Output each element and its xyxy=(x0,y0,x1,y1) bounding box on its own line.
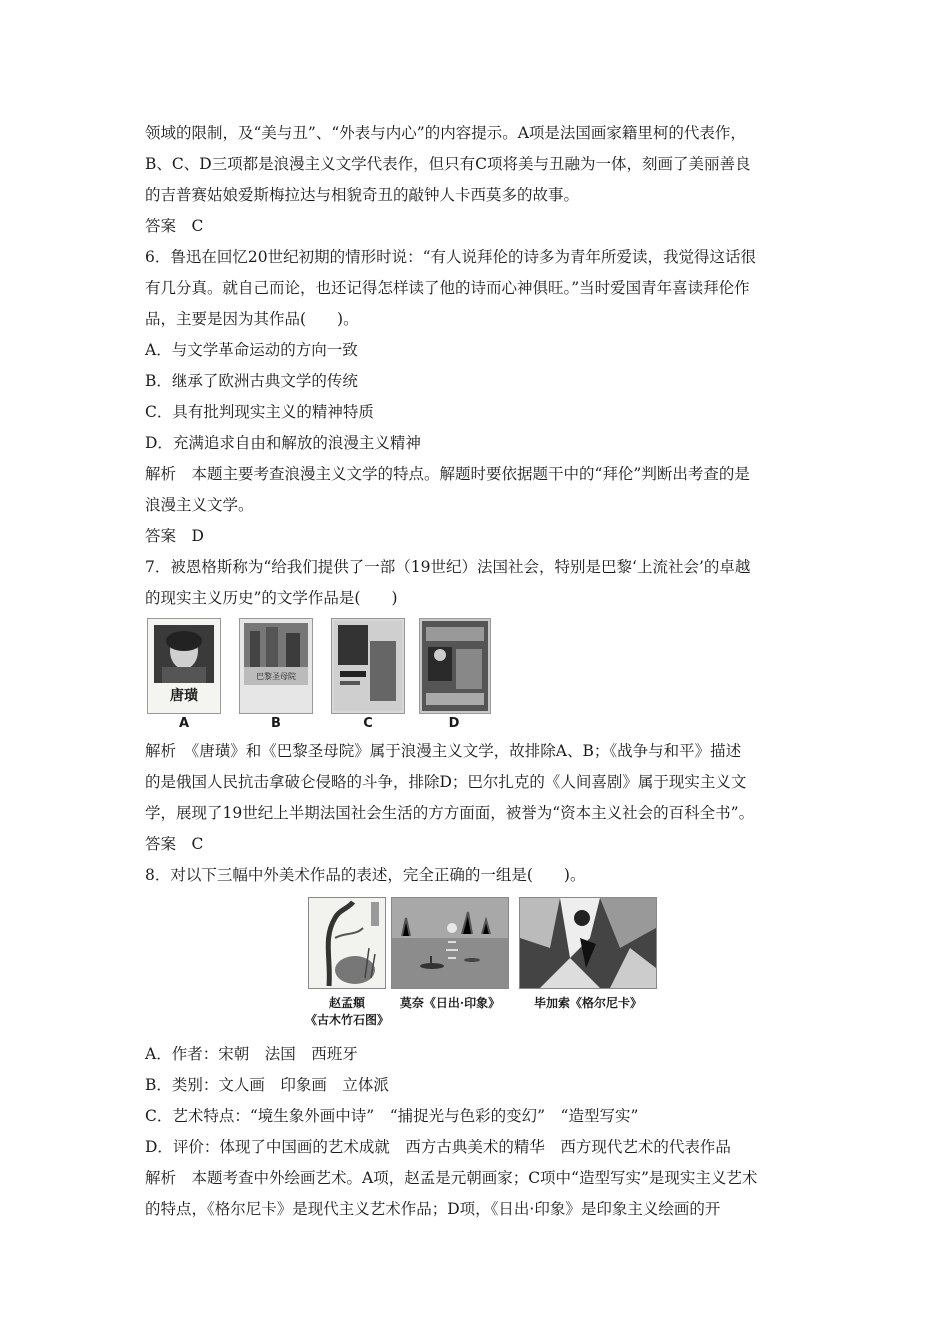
artwork-guernica xyxy=(519,897,657,989)
document-body xyxy=(145,118,810,1225)
option-c: C．艺术特点：“境生象外画中诗” “捕捉光与色彩的变幻” “造型写实” xyxy=(145,1107,639,1125)
image-label-b: B xyxy=(271,716,281,731)
text-block-top xyxy=(145,118,810,614)
ink-painting-image xyxy=(309,898,385,988)
text-block-bottom xyxy=(145,1039,810,1225)
book-title-b: 巴黎圣母院 xyxy=(256,672,296,681)
answer-line: 答案 C xyxy=(145,217,204,235)
option-d: D．充满追求自由和解放的浪漫主义精神 xyxy=(145,434,421,452)
answer-line: 答案 C xyxy=(145,835,204,853)
book-cover-d xyxy=(419,618,491,714)
analysis-line: 的是俄国人民抗击拿破仑侵略的斗争，排除D；巴尔扎克的《人间喜剧》属于现实主义文 xyxy=(145,773,747,791)
text-block-mid xyxy=(145,736,810,891)
artwork-ancient-wood-bamboo-rock xyxy=(308,897,386,989)
analysis-line: 解析 《唐璜》和《巴黎圣母院》属于浪漫主义文学，故排除A、B；《战争与和平》描述 xyxy=(145,742,742,760)
image-label-d: D xyxy=(448,716,460,731)
caption-gu-mu-zhu-shi-tu: 《古木竹石图》 xyxy=(304,1013,389,1027)
text-line: B、C、D三项都是浪漫主义文学代表作，但只有C项将美与丑融为一体，刻画了美丽善良 xyxy=(145,155,751,173)
text-line: 的吉普赛姑娘爱斯梅拉达与相貌奇丑的敲钟人卡西莫多的故事。 xyxy=(145,186,580,204)
cover-art-c xyxy=(332,619,404,713)
question-7-stem: 的现实主义历史”的文学作品是( ) xyxy=(145,589,398,607)
book-title-a: 唐璜 xyxy=(170,688,198,704)
question-7-images xyxy=(145,618,810,736)
impressionist-painting-image xyxy=(392,898,508,988)
artwork-impression-sunrise xyxy=(391,897,509,989)
book-cover-b xyxy=(239,618,313,714)
option-a: A．与文学革命运动的方向一致 xyxy=(145,341,358,359)
image-label-a: A xyxy=(178,716,190,731)
caption-monet-impression-sunrise: 莫奈《日出·印象》 xyxy=(399,996,501,1010)
option-c: C．具有批判现实主义的精神特质 xyxy=(145,403,374,421)
question-6-stem: 品，主要是因为其作品( )。 xyxy=(145,310,359,328)
option-b: B．类别：文人画 印象画 立体派 xyxy=(145,1076,389,1094)
question-8-images xyxy=(145,897,810,1037)
cathedral-image xyxy=(240,619,312,713)
question-6-stem: 6．鲁迅在回忆20世纪初期的情形时说：“有人说拜伦的诗多为青年所爱读，我觉得这话很 xyxy=(145,248,757,266)
option-d: D．评价：体现了中国画的艺术成就 西方古典美术的精华 西方现代艺术的代表作品 xyxy=(145,1138,731,1156)
analysis-line: 学，展现了19世纪上半期法国社会生活的方方面面，被誉为“资本主义社会的百科全书”。 xyxy=(145,804,755,822)
question-7-stem: 7．被恩格斯称为“给我们提供了一部（19世纪）法国社会，特别是巴黎‘上流社会’的卓越 xyxy=(145,558,751,576)
analysis-line: 浪漫主义文学。 xyxy=(145,496,254,514)
answer-line: 答案 D xyxy=(145,527,204,545)
question-6-stem: 有几分真。就自己而论，也还记得怎样读了他的诗而心神俱旺。”当时爱国青年喜读拜伦作 xyxy=(145,279,750,297)
book-cover-c xyxy=(331,618,405,714)
option-a: A．作者：宋朝 法国 西班牙 xyxy=(145,1045,358,1063)
book-cover-a xyxy=(147,618,221,714)
analysis-line: 解析 本题考查中外绘画艺术。A项，赵孟是元朝画家；C项中“造型写实”是现实主义艺术 xyxy=(145,1169,758,1187)
option-b: B．继承了欧洲古典文学的传统 xyxy=(145,372,358,390)
analysis-line: 的特点，《格尔尼卡》是现代主义艺术作品；D项，《日出·印象》是印象主义绘画的开 xyxy=(145,1200,721,1218)
cubist-painting-image xyxy=(520,898,656,988)
caption-picasso-guernica: 毕加索《格尔尼卡》 xyxy=(533,996,642,1010)
question-8-stem: 8．对以下三幅中外美术作品的表述，完全正确的一组是( )。 xyxy=(145,866,586,884)
text-line: 领域的限制，及“美与丑”、“外表与内心”的内容提示。A项是法国画家籍里柯的代表作， xyxy=(145,124,746,142)
cover-art-d xyxy=(420,619,490,713)
analysis-line: 解析 本题主要考查浪漫主义文学的特点。解题时要依据题干中的“拜伦”判断出考查的是 xyxy=(145,465,750,483)
caption-zhao-mengfu: 赵孟頫 xyxy=(328,996,365,1010)
image-label-c: C xyxy=(363,716,373,731)
